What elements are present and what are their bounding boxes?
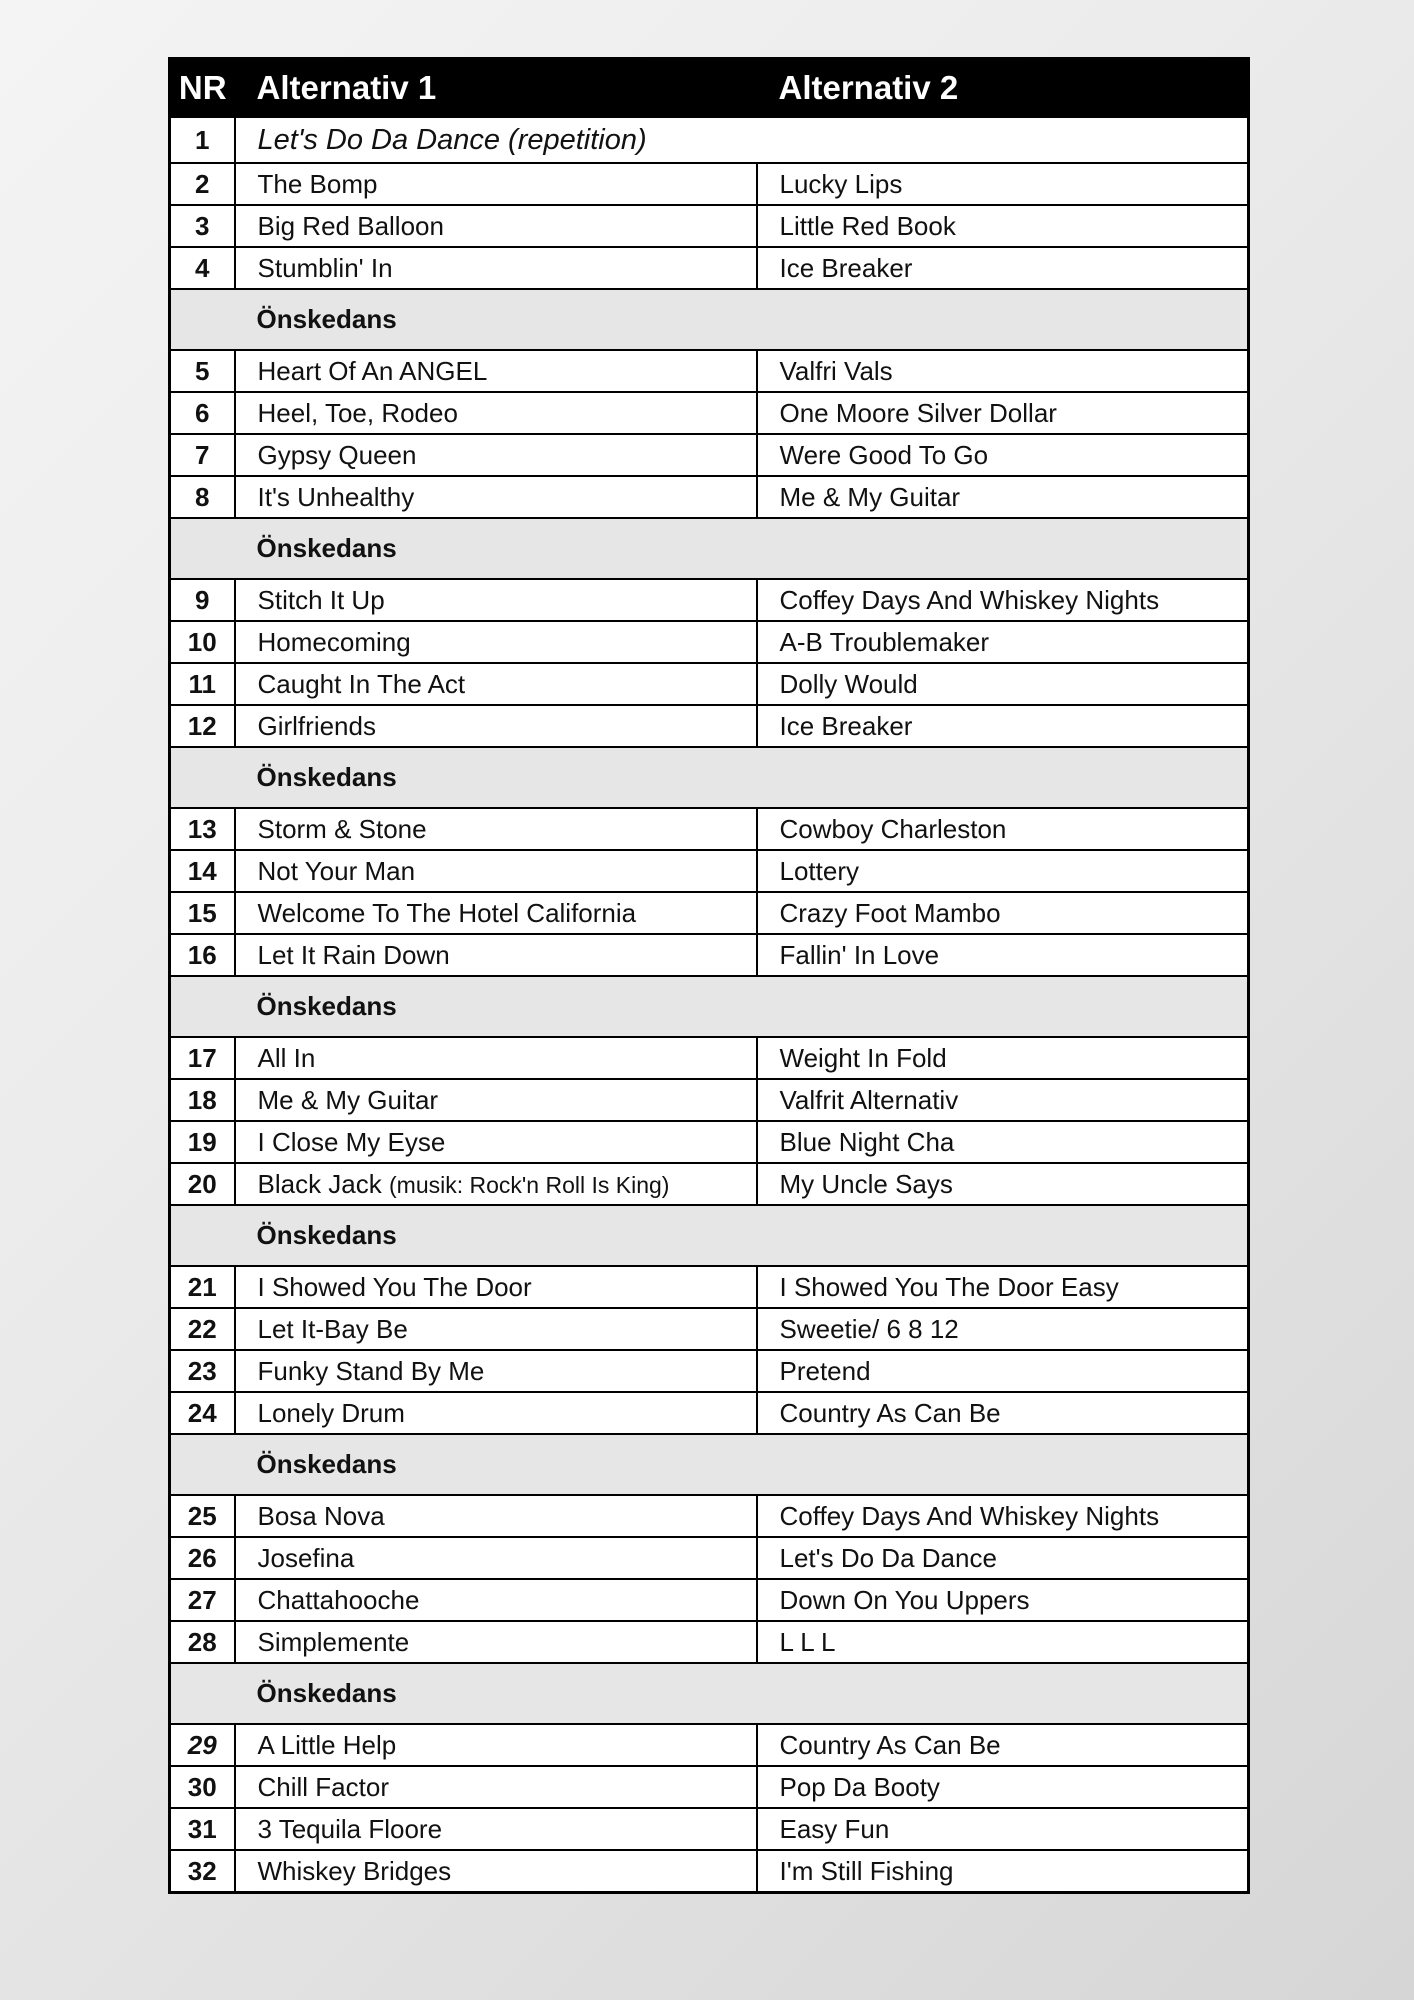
row-number: 31 [170, 1808, 235, 1850]
alternativ-1-text: I Close My Eyse [257, 1126, 446, 1157]
alternativ-1-cell [235, 1163, 757, 1205]
alternativ-1-text: The Bomp [257, 168, 378, 199]
alternativ-1-cell: Let's Do Da Dance (repetition) [235, 117, 1249, 163]
onskedans-break-row [170, 1434, 1249, 1495]
break-spacer [170, 747, 235, 808]
alternativ-1-cell [235, 392, 757, 434]
row-number: 32 [170, 1850, 235, 1893]
alternativ-1-text: All In [257, 1042, 316, 1073]
alternativ-2-cell: Country As Can Be [757, 1392, 1249, 1434]
row-number: 30 [170, 1766, 235, 1808]
alternativ-1-text: Lonely Drum [257, 1397, 405, 1428]
alternativ-1-cell [235, 621, 757, 663]
alternativ-1-text: Not Your Man [257, 855, 416, 886]
table-row [170, 247, 1249, 289]
onskedans-break-row [170, 518, 1249, 579]
alternativ-1-cell [235, 892, 757, 934]
alternativ-2-cell: Let's Do Da Dance [757, 1537, 1249, 1579]
alternativ-1-text: Stumblin' In [257, 252, 393, 283]
alternativ-1-cell [235, 434, 757, 476]
dance-list-table [168, 57, 1250, 1894]
onskedans-break-row [170, 1663, 1249, 1724]
table-row [170, 1579, 1249, 1621]
alternativ-1-text: Heart Of An ANGEL [257, 355, 488, 386]
table-row [170, 1163, 1249, 1205]
table-row [170, 163, 1249, 205]
alternativ-1-text: Me & My Guitar [257, 1084, 439, 1115]
table-row [170, 808, 1249, 850]
alternativ-2-cell: Easy Fun [757, 1808, 1249, 1850]
onskedans-break-row [170, 747, 1249, 808]
table-row [170, 1850, 1249, 1893]
table-row [170, 705, 1249, 747]
alternativ-1-text: Heel, Toe, Rodeo [257, 397, 458, 428]
alternativ-1-cell [235, 1392, 757, 1434]
alternativ-1-cell [235, 1808, 757, 1850]
alternativ-2-cell: Cowboy Charleston [757, 808, 1249, 850]
alternativ-1-cell [235, 205, 757, 247]
alternativ-2-cell: Dolly Would [757, 663, 1249, 705]
alternativ-1-cell [235, 476, 757, 518]
break-spacer [170, 1205, 235, 1266]
alternativ-1-cell [235, 1037, 757, 1079]
table-row [170, 434, 1249, 476]
alternativ-1-cell [235, 808, 757, 850]
alternativ-1-cell [235, 1121, 757, 1163]
row-number: 29 [170, 1724, 235, 1766]
table-row [170, 1266, 1249, 1308]
table-row [170, 205, 1249, 247]
music-note-text: (musik: Rock'n Roll Is King) [389, 1171, 670, 1198]
onskedans-label: Önskedans [235, 1205, 1249, 1266]
alternativ-1-text: Chill Factor [257, 1771, 389, 1802]
table-row [170, 476, 1249, 518]
alternativ-1-text: Chattahooche [257, 1584, 420, 1615]
onskedans-label: Önskedans [235, 747, 1249, 808]
row-number: 18 [170, 1079, 235, 1121]
table-row [170, 1121, 1249, 1163]
alternativ-2-cell: Coffey Days And Whiskey Nights [757, 579, 1249, 621]
alternativ-2-cell: Valfrit Alternativ [757, 1079, 1249, 1121]
row-number: 16 [170, 934, 235, 976]
row-number: 6 [170, 392, 235, 434]
row-number: 27 [170, 1579, 235, 1621]
table-row [170, 850, 1249, 892]
table-row [170, 350, 1249, 392]
alternativ-1-cell [235, 663, 757, 705]
row-number: 1 [170, 117, 235, 163]
row-number: 23 [170, 1350, 235, 1392]
alternativ-2-cell: Lottery [757, 850, 1249, 892]
row-number: 22 [170, 1308, 235, 1350]
alternativ-1-cell [235, 934, 757, 976]
alternativ-1-text: I Showed You The Door [257, 1271, 532, 1302]
alternativ-2-cell: Lucky Lips [757, 163, 1249, 205]
row-number: 9 [170, 579, 235, 621]
row-number: 5 [170, 350, 235, 392]
table-row [170, 1037, 1249, 1079]
alternativ-1-text: Welcome To The Hotel California [257, 897, 637, 928]
table-row [170, 1808, 1249, 1850]
row-number: 15 [170, 892, 235, 934]
alternativ-1-cell [235, 705, 757, 747]
alternativ-2-cell: Sweetie/ 6 8 12 [757, 1308, 1249, 1350]
onskedans-break-row [170, 1205, 1249, 1266]
onskedans-label: Önskedans [235, 289, 1249, 350]
header-nr: NR [170, 59, 235, 118]
alternativ-1-text: Big Red Balloon [257, 210, 444, 241]
alternativ-2-cell: Country As Can Be [757, 1724, 1249, 1766]
alternativ-1-cell [235, 1079, 757, 1121]
row-number: 25 [170, 1495, 235, 1537]
table-row [170, 1392, 1249, 1434]
alternativ-2-cell: One Moore Silver Dollar [757, 392, 1249, 434]
row-number: 17 [170, 1037, 235, 1079]
alternativ-1-text: Homecoming [257, 626, 411, 657]
alternativ-1-text: Stitch It Up [257, 584, 385, 615]
table-row [170, 663, 1249, 705]
break-spacer [170, 1663, 235, 1724]
alternativ-1-text: Josefina [257, 1542, 355, 1573]
row-number: 20 [170, 1163, 235, 1205]
alternativ-1-cell [235, 1350, 757, 1392]
alternativ-1-text: Storm & Stone [257, 813, 427, 844]
alternativ-2-cell: Down On You Uppers [757, 1579, 1249, 1621]
alternativ-1-cell [235, 850, 757, 892]
row-number: 7 [170, 434, 235, 476]
onskedans-label: Önskedans [235, 518, 1249, 579]
alternativ-2-cell: Me & My Guitar [757, 476, 1249, 518]
row-number: 26 [170, 1537, 235, 1579]
row-number: 21 [170, 1266, 235, 1308]
row-number: 8 [170, 476, 235, 518]
alternativ-1-text: Whiskey Bridges [257, 1855, 452, 1886]
table-row [170, 1724, 1249, 1766]
alternativ-2-cell: Fallin' In Love [757, 934, 1249, 976]
alternativ-1-cell [235, 1308, 757, 1350]
onskedans-label: Önskedans [235, 976, 1249, 1037]
break-spacer [170, 289, 235, 350]
alternativ-2-cell: My Uncle Says [757, 1163, 1249, 1205]
alternativ-1-text: A Little Help [257, 1729, 397, 1760]
onskedans-break-row [170, 289, 1249, 350]
alternativ-1-text: It's Unhealthy [257, 481, 415, 512]
row-number: 19 [170, 1121, 235, 1163]
row-number: 3 [170, 205, 235, 247]
table-row [170, 892, 1249, 934]
table-row [170, 1079, 1249, 1121]
row-number: 28 [170, 1621, 235, 1663]
alternativ-1-text: Gypsy Queen [257, 439, 417, 470]
alternativ-1-cell [235, 579, 757, 621]
alternativ-2-cell: I Showed You The Door Easy [757, 1266, 1249, 1308]
row-number: 4 [170, 247, 235, 289]
break-spacer [170, 976, 235, 1037]
alternativ-1-cell [235, 1579, 757, 1621]
table-row [170, 392, 1249, 434]
alternativ-1-text: Let It-Bay Be [257, 1313, 408, 1344]
header-row [170, 59, 1249, 118]
alternativ-2-cell: Ice Breaker [757, 247, 1249, 289]
alternativ-2-cell: Weight In Fold [757, 1037, 1249, 1079]
alternativ-2-cell: Coffey Days And Whiskey Nights [757, 1495, 1249, 1537]
alternativ-1-cell [235, 1266, 757, 1308]
onskedans-label: Önskedans [235, 1663, 1249, 1724]
row-number: 14 [170, 850, 235, 892]
alternativ-1-cell [235, 1621, 757, 1663]
table-row [170, 1308, 1249, 1350]
break-spacer [170, 1434, 235, 1495]
alternativ-1-cell [235, 1724, 757, 1766]
alternativ-1-text: Simplemente [257, 1626, 410, 1657]
alternativ-1-cell [235, 1766, 757, 1808]
alternativ-2-cell: Little Red Book [757, 205, 1249, 247]
alternativ-1-text: Bosa Nova [257, 1500, 385, 1531]
break-spacer [170, 518, 235, 579]
row-number: 24 [170, 1392, 235, 1434]
alternativ-2-cell: Pop Da Booty [757, 1766, 1249, 1808]
table-row [170, 1621, 1249, 1663]
alternativ-1-cell [235, 247, 757, 289]
row-number: 11 [170, 663, 235, 705]
alternativ-2-cell: Blue Night Cha [757, 1121, 1249, 1163]
alternativ-1-cell [235, 163, 757, 205]
alternativ-2-cell: Crazy Foot Mambo [757, 892, 1249, 934]
alternativ-2-cell: A-B Troublemaker [757, 621, 1249, 663]
alternativ-2-cell: Pretend [757, 1350, 1249, 1392]
row-number: 13 [170, 808, 235, 850]
alternativ-2-cell: Ice Breaker [757, 705, 1249, 747]
table-row [170, 117, 1249, 163]
alternativ-1-text: Let It Rain Down [257, 939, 450, 970]
alternativ-1-text: Caught In The Act [257, 668, 466, 699]
table-row [170, 1537, 1249, 1579]
table-row [170, 1495, 1249, 1537]
alternativ-2-cell: I'm Still Fishing [757, 1850, 1249, 1893]
header-alternativ-2: Alternativ 2 [757, 59, 1249, 118]
header-alternativ-1: Alternativ 1 [235, 59, 757, 118]
alternativ-2-cell: Were Good To Go [757, 434, 1249, 476]
table-row [170, 1766, 1249, 1808]
alternativ-2-cell: Valfri Vals [757, 350, 1249, 392]
onskedans-label: Önskedans [235, 1434, 1249, 1495]
alternativ-1-text: Funky Stand By Me [257, 1355, 485, 1386]
alternativ-2-cell: L L L [757, 1621, 1249, 1663]
alternativ-1-cell [235, 1537, 757, 1579]
table-row [170, 934, 1249, 976]
row-number: 10 [170, 621, 235, 663]
row-number: 12 [170, 705, 235, 747]
alternativ-1-cell [235, 1495, 757, 1537]
dance-rows [170, 117, 1249, 1893]
row-number: 2 [170, 163, 235, 205]
alternativ-1-text: Girlfriends [257, 710, 376, 741]
table-row [170, 579, 1249, 621]
alternativ-1-text: 3 Tequila Floore [257, 1813, 443, 1844]
table-row [170, 1350, 1249, 1392]
table-row [170, 621, 1249, 663]
alternativ-1-cell [235, 1850, 757, 1893]
alternativ-1-text: Black Jack [257, 1168, 382, 1199]
alternativ-1-cell [235, 350, 757, 392]
onskedans-break-row [170, 976, 1249, 1037]
